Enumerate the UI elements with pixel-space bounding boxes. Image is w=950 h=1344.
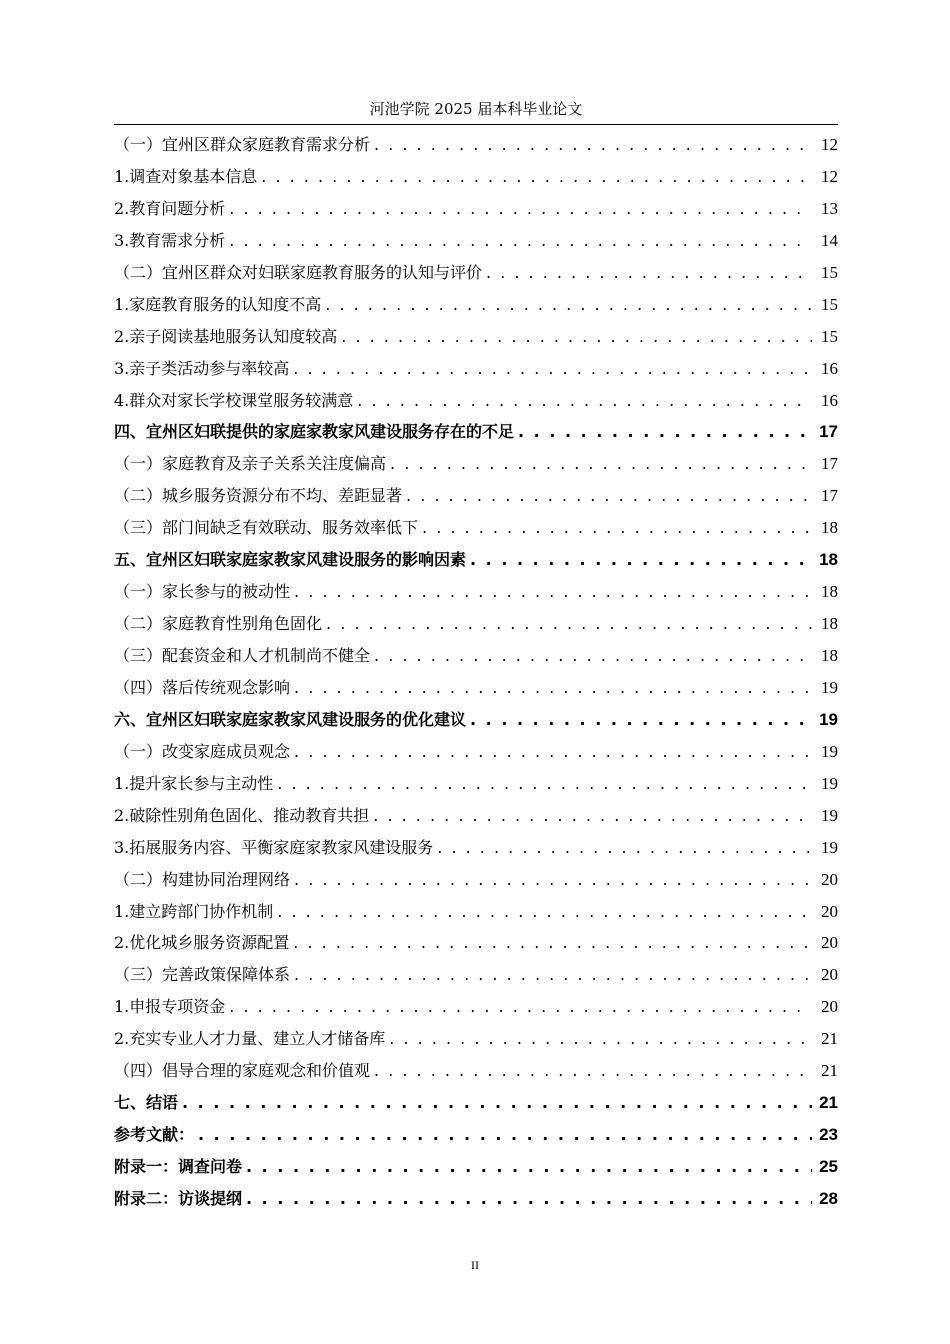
toc-entry-page: 18 (821, 582, 838, 602)
table-of-contents (114, 129, 838, 1215)
toc-dot-leader (325, 289, 812, 321)
toc-entry-title: 1.家庭教育服务的认知度不高 (114, 294, 322, 314)
toc-entry-page: 19 (821, 773, 838, 793)
toc-entry-title: 1.提升家长参与主动性 (114, 773, 274, 793)
toc-entry-page: 18 (821, 518, 838, 538)
toc-entry-page: 18 (819, 550, 838, 570)
toc-dot-leader (486, 257, 812, 289)
toc-entry[interactable] (114, 768, 838, 800)
toc-entry-title: 3.亲子类活动参与率较高 (114, 358, 290, 378)
toc-entry[interactable] (114, 480, 838, 512)
toc-entry-title: （一）改变家庭成员观念 (114, 741, 291, 761)
toc-entry-page: 12 (821, 135, 838, 154)
toc-dot-leader (470, 704, 812, 736)
toc-entry-page: 20 (821, 901, 838, 921)
toc-entry-page: 17 (819, 422, 838, 442)
toc-dot-leader (277, 768, 812, 800)
toc-dot-leader (261, 161, 812, 193)
toc-dot-leader (229, 193, 812, 225)
toc-entry[interactable] (114, 864, 838, 896)
toc-dot-leader (294, 864, 812, 896)
toc-entry-title: 2.优化城乡服务资源配置 (114, 933, 290, 953)
toc-entry-page: 28 (819, 1188, 838, 1208)
toc-entry[interactable] (114, 161, 838, 193)
toc-entry-title: 附录一：调查问卷 (114, 1157, 243, 1176)
toc-entry[interactable] (114, 608, 838, 640)
toc-dot-leader (294, 736, 812, 768)
toc-dot-leader (374, 640, 812, 672)
toc-entry-title: 四、宜州区妇联提供的家庭家教家风建设服务存在的不足 (114, 422, 515, 442)
toc-entry-page: 16 (821, 390, 838, 410)
toc-dot-leader (437, 832, 812, 864)
toc-entry[interactable] (114, 672, 838, 704)
toc-entry-page: 18 (821, 646, 838, 665)
toc-entry[interactable] (114, 1151, 838, 1183)
toc-entry[interactable] (114, 736, 838, 768)
toc-entry[interactable] (114, 927, 838, 959)
toc-entry[interactable] (114, 1087, 838, 1119)
toc-entry-title: （四）倡导合理的家庭观念和价值观 (114, 1061, 371, 1081)
toc-entry-page: 19 (819, 709, 838, 729)
toc-entry-title: 参考文献： (114, 1125, 195, 1145)
toc-entry[interactable] (114, 385, 838, 417)
toc-entry-page: 15 (821, 326, 838, 346)
toc-entry[interactable] (114, 544, 838, 576)
toc-entry[interactable] (114, 1055, 838, 1087)
toc-entry[interactable] (114, 991, 838, 1023)
toc-entry-page: 16 (821, 358, 838, 378)
toc-entry-page: 20 (821, 965, 838, 985)
toc-dot-leader (246, 1183, 812, 1215)
toc-entry-page: 20 (821, 933, 838, 953)
toc-dot-leader (293, 353, 812, 385)
toc-entry[interactable] (114, 416, 838, 448)
toc-dot-leader (341, 321, 812, 353)
toc-entry-title: 六、宜州区妇联家庭家教家风建设服务的优化建议 (114, 709, 467, 729)
header-divider (114, 124, 838, 125)
toc-entry-title: （一）宜州区群众家庭教育需求分析 (114, 135, 371, 154)
running-header: 河池学院 2025 届本科毕业论文 (369, 100, 583, 118)
toc-entry-title: 五、宜州区妇联家庭家教家风建设服务的影响因素 (114, 550, 467, 570)
toc-entry-page: 15 (821, 294, 838, 314)
toc-entry[interactable] (114, 1183, 838, 1215)
toc-dot-leader (406, 480, 812, 512)
toc-entry-page: 19 (821, 741, 838, 761)
toc-entry-title: （一）家长参与的被动性 (114, 582, 291, 602)
toc-entry-title: （四）落后传统观念影响 (114, 677, 291, 697)
toc-entry-page: 17 (821, 454, 838, 474)
toc-entry-title: 2.亲子阅读基地服务认知度较高 (114, 326, 338, 346)
toc-dot-leader (277, 896, 812, 928)
toc-dot-leader (374, 1055, 812, 1087)
toc-entry-title: （三）部门间缺乏有效联动、服务效率低下 (114, 518, 419, 538)
toc-entry-page: 21 (821, 1029, 838, 1049)
toc-entry[interactable] (114, 704, 838, 736)
toc-entry[interactable] (114, 193, 838, 225)
toc-dot-leader (518, 416, 812, 448)
toc-entry-page: 15 (821, 262, 838, 282)
toc-entry-title: 2.教育问题分析 (114, 198, 226, 218)
toc-entry-page: 21 (821, 1061, 838, 1081)
toc-entry-title: 附录二：访谈提纲 (114, 1188, 243, 1208)
toc-dot-leader (229, 225, 812, 257)
toc-dot-leader (246, 1151, 812, 1183)
toc-entry[interactable] (114, 640, 838, 672)
toc-entry-title: （二）城乡服务资源分布不均、差距显著 (114, 486, 403, 506)
toc-entry-title: （三）配套资金和人才机制尚不健全 (114, 646, 371, 665)
toc-dot-leader (294, 959, 812, 991)
toc-entry-title: 3.拓展服务内容、平衡家庭家教家风建设服务 (114, 837, 434, 857)
toc-entry[interactable] (114, 257, 838, 289)
toc-entry-title: 2.充实专业人才力量、建立人才储备库 (114, 1029, 386, 1049)
toc-dot-leader (326, 608, 812, 640)
toc-entry[interactable] (114, 129, 838, 161)
toc-dot-leader (357, 385, 812, 417)
toc-entry[interactable] (114, 321, 838, 353)
toc-entry[interactable] (114, 512, 838, 544)
toc-entry-page: 20 (821, 869, 838, 889)
toc-dot-leader (198, 1119, 812, 1151)
toc-entry[interactable] (114, 896, 838, 928)
toc-entry-title: 1.建立跨部门协作机制 (114, 901, 274, 921)
toc-entry-title: 4.群众对家长学校课堂服务较满意 (114, 390, 354, 410)
toc-entry-title: （一）家庭教育及亲子关系关注度偏高 (114, 454, 387, 474)
toc-dot-leader (470, 544, 812, 576)
toc-entry-page: 14 (821, 230, 838, 250)
toc-entry-page: 25 (819, 1157, 838, 1176)
toc-entry-page: 19 (821, 677, 838, 697)
toc-dot-leader (374, 129, 812, 161)
toc-dot-leader (389, 1023, 812, 1055)
toc-entry-title: （二）宜州区群众对妇联家庭教育服务的认知与评价 (114, 262, 483, 282)
toc-entry-title: （二）构建协同治理网络 (114, 869, 291, 889)
toc-entry-page: 12 (821, 166, 838, 186)
toc-entry[interactable] (114, 353, 838, 385)
toc-entry-title: 1.申报专项资金 (114, 997, 226, 1017)
toc-entry-page: 18 (821, 614, 838, 634)
toc-entry-page: 21 (819, 1093, 838, 1113)
toc-dot-leader (294, 576, 812, 608)
toc-dot-leader (229, 991, 812, 1023)
toc-entry-title: 2.破除性别角色固化、推动教育共担 (114, 805, 370, 825)
toc-entry-title: 1.调查对象基本信息 (114, 166, 258, 186)
toc-entry-page: 20 (821, 997, 838, 1017)
toc-entry[interactable] (114, 289, 838, 321)
toc-dot-leader (294, 672, 812, 704)
toc-entry-title: （三）完善政策保障体系 (114, 965, 291, 985)
toc-entry-page: 19 (821, 837, 838, 857)
toc-dot-leader (422, 512, 812, 544)
toc-dot-leader (390, 448, 812, 480)
toc-dot-leader (182, 1087, 812, 1119)
toc-entry[interactable] (114, 225, 838, 257)
toc-entry[interactable] (114, 959, 838, 991)
page-number: II (471, 1258, 479, 1272)
toc-entry[interactable] (114, 800, 838, 832)
toc-entry-title: 3.教育需求分析 (114, 230, 226, 250)
toc-entry-title: （二）家庭教育性别角色固化 (114, 614, 323, 634)
toc-entry[interactable] (114, 576, 838, 608)
toc-entry-page: 17 (821, 486, 838, 506)
toc-entry[interactable] (114, 832, 838, 864)
toc-entry-page: 19 (821, 805, 838, 825)
toc-dot-leader (293, 927, 812, 959)
toc-entry-page: 13 (821, 198, 838, 218)
toc-entry[interactable] (114, 1023, 838, 1055)
toc-entry[interactable] (114, 1119, 838, 1151)
toc-dot-leader (373, 800, 812, 832)
toc-entry-page: 23 (819, 1125, 838, 1145)
toc-entry-title: 七、结语 (114, 1093, 179, 1113)
toc-entry[interactable] (114, 448, 838, 480)
